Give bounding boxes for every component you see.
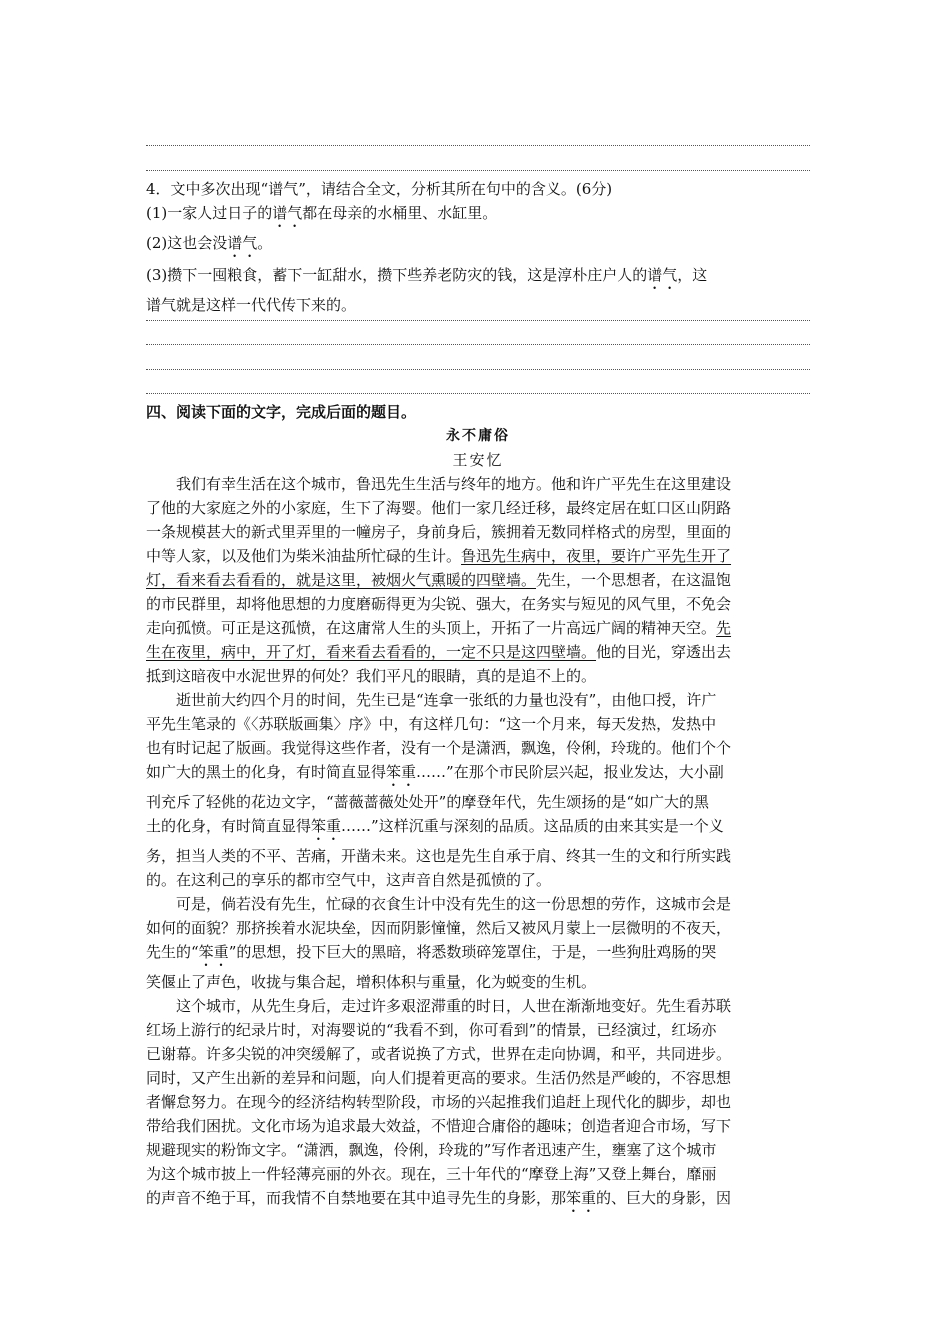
answer-line	[146, 145, 810, 146]
section-4	[146, 400, 810, 1216]
section-heading: 四、阅读下面的文字，完成后面的题目。	[146, 403, 417, 421]
underlined-sentence: 灯，看来看去看看的，就是这里，被烟火气熏暖的四壁墙。	[146, 571, 537, 589]
question-4	[146, 177, 810, 317]
emphasized-term: 谱气	[227, 234, 258, 252]
paragraph-line: 笑偃止了声色，收拢与集合起，增积体积与重量，化为蜕变的生机。	[146, 973, 597, 991]
paragraph-line: 了他的大家庭之外的小家庭，生下了海婴。他们一家几经迁移，最终定居在虹口区山阴路	[146, 499, 732, 517]
question-4-prompt: 4．文中多次出现“谱气”，请结合全文，分析其所在句中的含义。(6分)	[146, 180, 613, 198]
answer-line	[146, 170, 810, 171]
paragraph-line: 灯，看来看去看看的，就是这里，被烟火气熏暖的四壁墙。先生，一个思想者，在这温饱	[146, 571, 732, 589]
answer-line	[146, 369, 810, 370]
emphasized-term: 笨重	[386, 763, 417, 781]
paragraph-line: 如何的面貌？那挤挨着水泥块垒，因而阴影憧憧，然后又被风月蒙上一层微明的不夜天，	[146, 919, 732, 937]
answer-line	[146, 344, 810, 345]
paragraph-line: 可是，倘若没有先生，忙碌的衣食生计中没有先生的这一份思想的劳作，这城市会是	[176, 895, 732, 913]
paragraph-line: 红场上游行的纪录片时，对海婴说的“我看不到，你可看到”的情景，已经演过，红场亦	[146, 1021, 717, 1039]
answer-line	[146, 393, 810, 394]
emphasized-term: 笨重	[198, 943, 229, 961]
question-4-item-3: (3)攒下一囤粮食，蓄下一缸甜水，攒下些养老防灾的钱，这是淳朴庄户人的谱气，这	[146, 266, 708, 284]
paragraph-line: 如广大的黑土的化身，有时简直显得笨重……”在那个市民阶层兴起，报业发达，大小副	[146, 763, 724, 781]
paragraph-line: 规避现实的粉饰文字。“潇洒，飘逸，伶俐，玲珑的”写作者迅速产生，壅塞了这个城市	[146, 1141, 717, 1159]
paragraph-line: 为这个城市披上一件轻薄亮丽的外衣。现在，三十年代的“摩登上海”又登上舞台，靡丽	[146, 1165, 717, 1183]
underlined-sentence: 生在夜里，病中，开了灯，看来看去看看的，一定不只是这四壁墙。	[146, 643, 597, 661]
paragraph-line: 者懈怠努力。在现今的经济结构转型阶段，市场的兴起推我们追赶上现代化的脚步，却也	[146, 1093, 732, 1111]
paragraph-line: 中等人家，以及他们为柴米油盐所忙碌的生计。鲁迅先生病中，夜里，要许广平先生开了	[146, 547, 732, 565]
emphasized-term: 笨重	[566, 1189, 597, 1207]
answer-line	[146, 320, 810, 321]
article-title: 永不庸俗	[446, 428, 510, 444]
question-4-item-2: (2)这也会没谱气。	[146, 234, 273, 252]
underlined-sentence: 鲁迅先生病中，夜里，要许广平先生开了	[461, 547, 732, 565]
paragraph-line: 务，担当人类的不平、苦痛，开凿未来。这也是先生自承于肩、终其一生的文和行所实践	[146, 847, 732, 865]
paragraph-line: 的。在这利己的享乐的都市空气中，这声音自然是孤愤的了。	[146, 871, 552, 889]
paragraph-line: 刊充斥了轻佻的花边文字，“蔷薇蔷薇处处开”的摩登年代，先生颂扬的是“如广大的黑	[146, 793, 710, 811]
paragraph-line: 的声音不绝于耳，而我情不自禁地要在其中追寻先生的身影，那笨重的、巨大的身影，因	[146, 1189, 732, 1207]
paragraph-line: 已谢幕。许多尖锐的冲突缓解了，或者说换了方式，世界在走向协调，和平，共同进步。	[146, 1045, 732, 1063]
emphasized-term: 谱气	[272, 204, 303, 222]
paragraph-line: 也有时记起了版画。我觉得这些作者，没有一个是潇洒，飘逸，伶俐，玲珑的。他们个个	[146, 739, 732, 757]
paragraph-line: 先生的“笨重”的思想，投下巨大的黑暗，将悉数琐碎笼罩住，于是，一些狗肚鸡肠的哭	[146, 943, 717, 961]
paragraph-line: 土的化身，有时简直显得笨重……”这样沉重与深刻的品质。这品质的由来其实是一个义	[146, 817, 724, 835]
paragraph-line: 走向孤愤。可正是这孤愤，在这庸常人生的头顶上，开拓了一片高远广阔的精神天空。先	[146, 619, 732, 637]
paragraph-line: 带给我们困扰。文化市场为追求最大效益，不惜迎合庸俗的趣味；创造者迎合市场，写下	[146, 1117, 732, 1135]
emphasized-term: 笨重	[311, 817, 342, 835]
question-4-item-1: (1)一家人过日子的谱气都在母亲的水桶里、水缸里。	[146, 204, 498, 222]
paragraph-line: 我们有幸生活在这个城市，鲁迅先生生活与终年的地方。他和许广平先生在这里建设	[176, 475, 732, 493]
paragraph-line: 平先生笔录的《〈苏联版画集〉序》中，有这样几句：“这一个月来，每天发热，发热中	[146, 715, 717, 733]
paragraph-line: 生在夜里，病中，开了灯，看来看去看看的，一定不只是这四壁墙。他的目光，穿透出去	[146, 643, 732, 661]
underlined-sentence: 先	[716, 619, 732, 637]
paragraph-line: 逝世前大约四个月的时间，先生已是“连拿一张纸的力量也没有”，由他口授，许广	[176, 691, 717, 709]
paragraph-line: 抵到这暗夜中水泥世界的何处？我们平凡的眼睛，真的是追不上的。	[146, 667, 597, 685]
paragraph-line: 一条规模甚大的新式里弄里的一幢房子，身前身后，簇拥着无数同样格式的房型，里面的	[146, 523, 732, 541]
article-author: 王安忆	[452, 451, 504, 469]
paragraph-line: 的市民群里，却将他思想的力度磨砺得更为尖锐、强大，在务实与短见的风气里，不免会	[146, 595, 732, 613]
paragraph-line: 这个城市，从先生身后，走过许多艰涩滞重的时日，人世在渐渐地变好。先生看苏联	[176, 997, 732, 1015]
emphasized-term: 谱气	[647, 266, 678, 284]
paragraph-line: 同时，又产生出新的差异和问题，向人们提着更高的要求。生活仍然是严峻的，不容思想	[146, 1069, 732, 1087]
question-4-item-3-cont: 谱气就是这样一代代传下来的。	[146, 296, 357, 314]
